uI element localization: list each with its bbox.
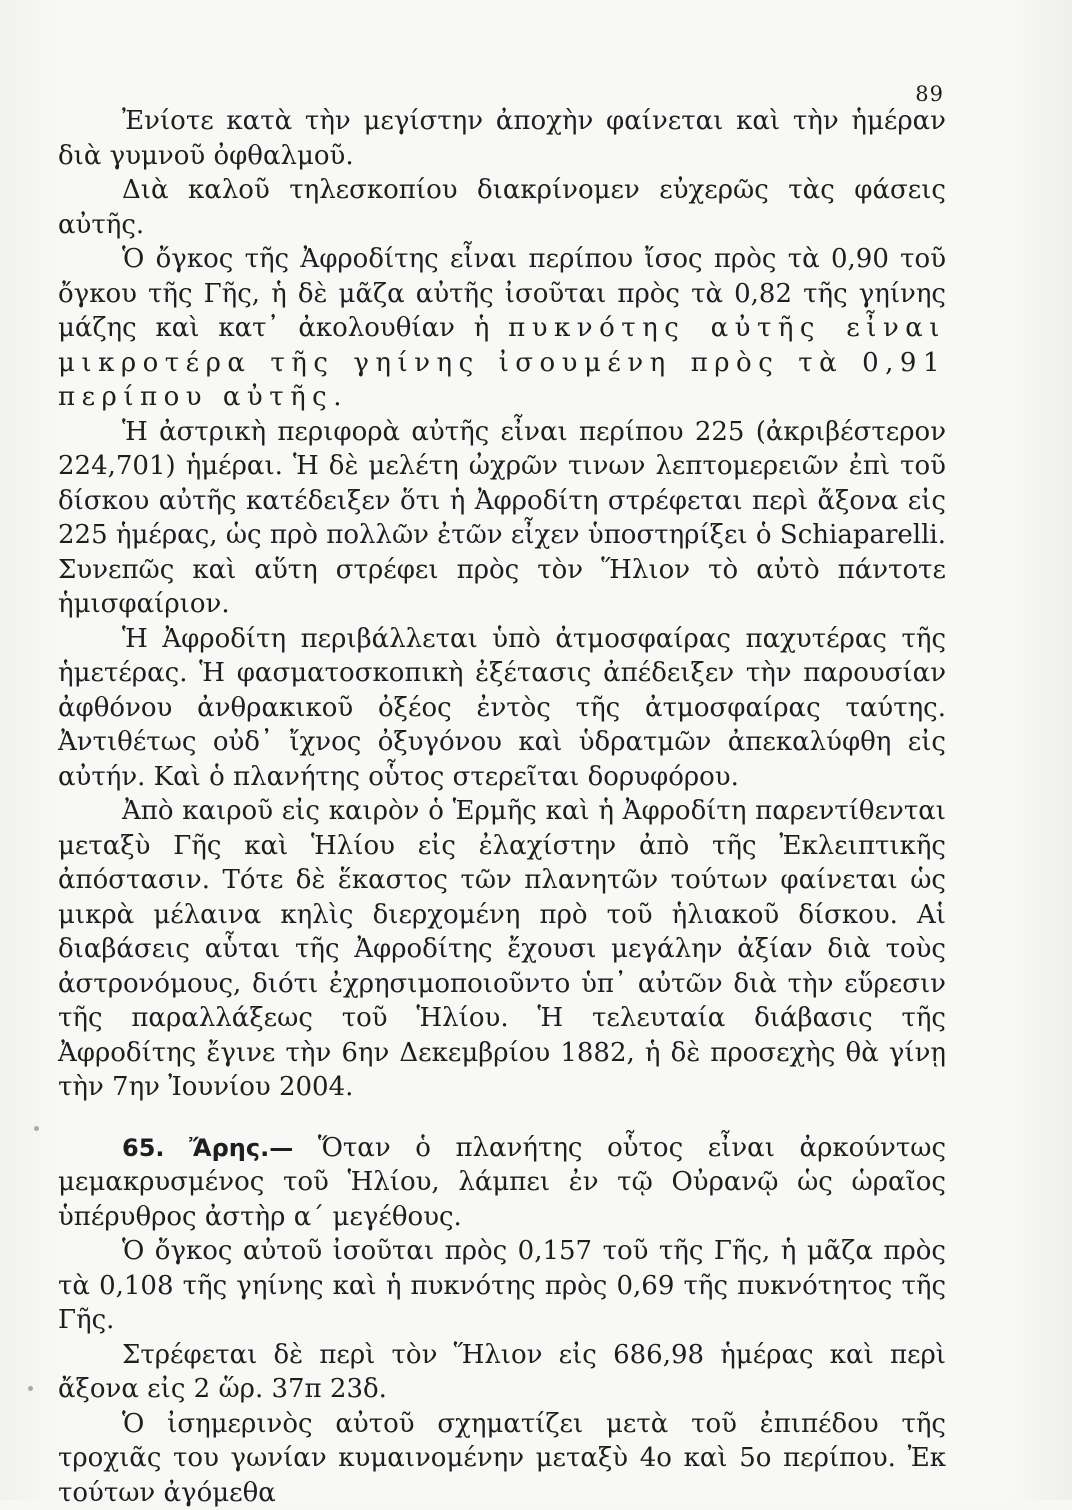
spaced-emphasis-text: πυκνότης αὐτῆς εἶναι μικροτέρα τῆς γηίνης ἰσουμένη πρὸς τὰ 0,91 περίπου αὐτῆς. xyxy=(58,313,946,412)
ink-speck xyxy=(28,1386,33,1391)
page-number: 89 xyxy=(915,82,944,106)
body-text xyxy=(58,104,946,1510)
paragraph: Ἀπὸ καιροῦ εἰς καιρὸν ὁ Ἑρμῆς καὶ ἡ Ἀφροδίτη παρεντίθενται μεταξὺ Γῆς καὶ Ἡλίου εἰς ἐλαχίστην ἀπὸ τῆς Ἐκλειπτικῆς ἀπόστασιν. Τότε δὲ ἕκαστος τῶν πλανητῶν τούτων φαίνεται ὡς μικρὰ μέλαινα κηλὶς διερχομένη πρὸ τοῦ ἡλιακοῦ δίσκου. Αἱ διαβάσεις αὗται τῆς Ἀφροδίτης ἔχουσι μεγάλην ἀξίαν διὰ τοὺς ἀστρονόμους, διότι ἐχρησιμοποιοῦντο ὑπ᾽ αὐτῶν διὰ τὴν εὕρεσιν τῆς παραλλάξεως τοῦ Ἡλίου. Ἡ τελευταία διάβασις τῆς Ἀφροδίτης ἔγινε τὴν 6ην Δεκεμβρίου 1882, ἡ δὲ προσεχὴς θὰ γίνῃ τὴν 7ην Ἰουνίου 2004. xyxy=(58,794,946,1105)
section-text: Ὅταν ὁ πλανήτης οὗτος εἶναι ἀρκούντως μεμακρυσμένος τοῦ Ἡλίου, λάμπει ἐν τῷ Οὐρανῷ ὡς ὡραῖος ὑπέρυθρος ἀστὴρ α΄ μεγέθους. xyxy=(58,1133,946,1232)
section-gap xyxy=(58,1105,946,1131)
paragraph: Ὁ ὄγκος αὐτοῦ ἰσοῦται πρὸς 0,157 τοῦ τῆς Γῆς, ἡ μᾶζα πρὸς τὰ 0,108 τῆς γηίνης καὶ ἡ πυκνότης πρὸς 0,69 τῆς πυκνότητος τῆς Γῆς. xyxy=(58,1234,946,1338)
paragraph: Ὁ ἰσημερινὸς αὐτοῦ σχηματίζει μετὰ τοῦ ἐπιπέδου τῆς τροχιᾶς του γωνίαν κυμαινομένην μεταξὺ 4ο καὶ 5ο περίπου. Ἐκ τούτων ἀγόμεθα xyxy=(58,1407,946,1510)
section-heading: 65. Ἄρης.— xyxy=(122,1134,293,1162)
ink-speck xyxy=(34,1126,39,1131)
paragraph: Ἡ ἀστρικὴ περιφορὰ αὐτῆς εἶναι περίπου 225 (ἀκριβέστερον 224,701) ἡμέραι. Ἡ δὲ μελέτη ὠχρῶν τινων λεπτομερειῶν ἐπὶ τοῦ δίσκου αὐτῆς κατέδειξεν ὅτι ἡ Ἀφροδίτη στρέφεται περὶ ἄξονα εἰς 225 ἡμέρας, ὡς πρὸ πολλῶν ἐτῶν εἶχεν ὑποστηρίξει ὁ Schiaparelli. Συνεπῶς καὶ αὕτη στρέφει πρὸς τὸν Ἥλιον τὸ αὐτὸ πάντοτε ἡμισφαίριον. xyxy=(58,415,946,622)
paragraph-venus-volume xyxy=(58,242,946,415)
paragraph: Διὰ καλοῦ τηλεσκοπίου διακρίνομεν εὐχερῶς τὰς φάσεις αὐτῆς. xyxy=(58,173,946,242)
paragraph: Ἐνίοτε κατὰ τὴν μεγίστην ἀποχὴν φαίνεται καὶ τὴν ἡμέραν διὰ γυμνοῦ ὀφθαλμοῦ. xyxy=(58,104,946,173)
section-paragraph-mars xyxy=(58,1131,946,1235)
paragraph: Στρέφεται δὲ περὶ τὸν Ἥλιον εἰς 686,98 ἡμέρας καὶ περὶ ἄξονα εἰς 2 ὥρ. 37π 23δ. xyxy=(58,1338,946,1407)
paragraph-text: Ὁ ὄγκος τῆς Ἀφροδίτης εἶναι περίπου ἴσος πρὸς τὰ 0,90 τοῦ ὄγκου τῆς Γῆς, ἡ δὲ μᾶζα αὐτῆς ἰσοῦται πρὸς τὰ 0,82 τῆς γηίνης μάζης καὶ κατ᾽ ἀκολουθίαν ἡ xyxy=(58,244,946,343)
paragraph: Ἡ Ἀφροδίτη περιβάλλεται ὑπὸ ἀτμοσφαίρας παχυτέρας τῆς ἡμετέρας. Ἡ φασματοσκοπικὴ ἐξέτασις ἀπέδειξεν τὴν παρουσίαν ἀφθόνου ἀνθρακικοῦ ὀξέος ἐντὸς τῆς ἀτμοσφαίρας ταύτης. Ἀντιθέτως οὐδ᾽ ἴχνος ὀξυγόνου καὶ ὑδρατμῶν ἀπεκαλύφθη εἰς αὐτήν. Καὶ ὁ πλανήτης οὗτος στερεῖται δορυφόρου. xyxy=(58,622,946,795)
